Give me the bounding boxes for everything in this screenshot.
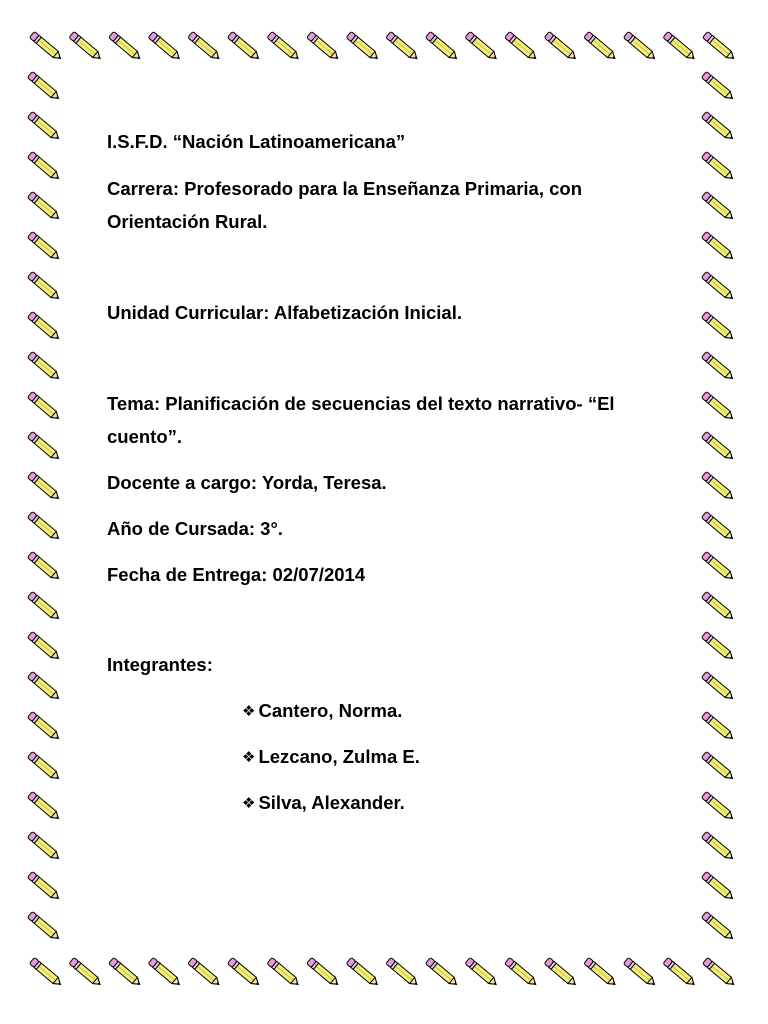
pencil-icon [27, 831, 62, 862]
pencil-icon [27, 471, 62, 502]
pencil-icon [701, 111, 736, 142]
pencil-icon [701, 471, 736, 502]
pencil-icon [701, 271, 736, 302]
curricular-unit: Unidad Curricular: Alfabetización Inicial. [107, 302, 462, 323]
pencil-icon [27, 591, 62, 622]
pencil-icon [701, 551, 736, 582]
pencil-icon [227, 31, 262, 62]
members-label: Integrantes: [107, 654, 213, 675]
pencil-icon [27, 791, 62, 822]
pencil-icon [701, 751, 736, 782]
member-name: Cantero, Norma. [258, 700, 403, 721]
pencil-icon [425, 957, 460, 988]
pencil-icon [27, 231, 62, 262]
career-line-2: Orientación Rural. [107, 211, 268, 232]
pencil-icon [307, 31, 342, 62]
pencil-icon [27, 391, 62, 422]
pencil-icon [27, 311, 62, 342]
pencil-icon [663, 31, 698, 62]
pencil-icon [701, 911, 736, 942]
pencil-icon [701, 191, 736, 222]
pencil-icon [27, 431, 62, 462]
pencil-icon [623, 31, 658, 62]
member-name: Silva, Alexander. [258, 792, 405, 813]
pencil-icon [27, 511, 62, 542]
pencil-icon [346, 957, 381, 988]
pencil-icon [505, 31, 540, 62]
member-name: Lezcano, Zulma E. [258, 746, 420, 767]
pencil-icon [27, 271, 62, 302]
pencil-icon [701, 831, 736, 862]
pencil-icon [109, 31, 144, 62]
pencil-icon [701, 591, 736, 622]
pencil-icon [29, 957, 64, 988]
pencil-icon [346, 31, 381, 62]
diamond-bullet-icon: ❖ [242, 703, 256, 720]
pencil-icon [29, 31, 64, 62]
list-item [242, 790, 405, 818]
pencil-icon [544, 957, 579, 988]
pencil-icon [27, 551, 62, 582]
pencil-icon [386, 31, 421, 62]
pencil-icon [69, 957, 104, 988]
pencil-icon [701, 351, 736, 382]
due-date: Fecha de Entrega: 02/07/2014 [107, 564, 366, 585]
teacher: Docente a cargo: Yorda, Teresa. [107, 472, 387, 493]
pencil-icon [701, 631, 736, 662]
topic-line-2: cuento”. [107, 426, 183, 447]
pencil-icon [267, 957, 302, 988]
pencil-icon [701, 311, 736, 342]
pencil-icon [386, 957, 421, 988]
pencil-icon [701, 391, 736, 422]
pencil-icon [27, 151, 62, 182]
pencil-icon [701, 791, 736, 822]
diamond-bullet-icon: ❖ [242, 749, 256, 766]
pencil-icon [465, 31, 500, 62]
pencil-icon [148, 957, 183, 988]
pencil-icon [188, 957, 223, 988]
pencil-icon [584, 31, 619, 62]
pencil-icon [27, 671, 62, 702]
pencil-icon [701, 711, 736, 742]
institution-name: I.S.F.D. “Nación Latinoamericana” [107, 131, 406, 152]
diamond-bullet-icon: ❖ [242, 795, 256, 812]
pencil-icon [701, 871, 736, 902]
pencil-icon [663, 957, 698, 988]
pencil-icon [27, 751, 62, 782]
pencil-icon [307, 957, 342, 988]
pencil-icon [701, 511, 736, 542]
pencil-icon [505, 957, 540, 988]
pencil-icon [27, 871, 62, 902]
pencil-icon [27, 191, 62, 222]
pencil-icon [703, 957, 738, 988]
pencil-icon [701, 231, 736, 262]
pencil-icon [267, 31, 302, 62]
pencil-icon [544, 31, 579, 62]
list-item [242, 698, 402, 726]
pencil-icon [27, 711, 62, 742]
pencil-icon [701, 671, 736, 702]
career-line-1: Carrera: Profesorado para la Enseñanza Primaria, con [107, 178, 583, 199]
pencil-icon [148, 31, 183, 62]
pencil-icon [701, 151, 736, 182]
topic-line-1: Tema: Planificación de secuencias del texto narrativo- “El [107, 393, 615, 414]
pencil-icon [701, 431, 736, 462]
pencil-icon [27, 911, 62, 942]
course-year: Año de Cursada: 3°. [107, 518, 283, 539]
list-item [242, 744, 420, 772]
pencil-icon [188, 31, 223, 62]
pencil-icon [27, 111, 62, 142]
pencil-icon [27, 351, 62, 382]
pencil-icon [584, 957, 619, 988]
pencil-icon [27, 631, 62, 662]
pencil-icon [701, 71, 736, 102]
pencil-icon [227, 957, 262, 988]
pencil-icon [109, 957, 144, 988]
pencil-icon [425, 31, 460, 62]
pencil-icon [703, 31, 738, 62]
pencil-icon [69, 31, 104, 62]
pencil-icon [623, 957, 658, 988]
pencil-icon [27, 71, 62, 102]
pencil-icon [465, 957, 500, 988]
